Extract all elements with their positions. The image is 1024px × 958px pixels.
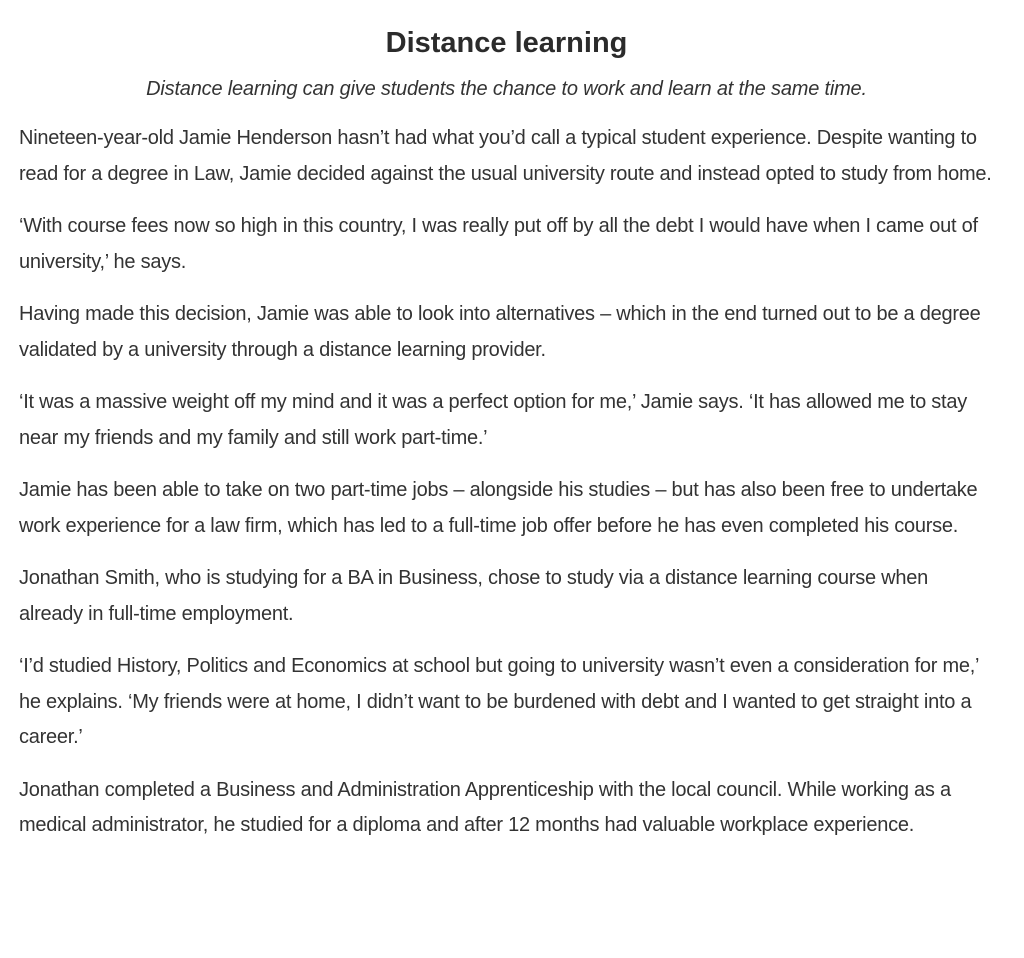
paragraph-2: ‘With course fees now so high in this country, I was really put off by all the debt I would have when I came out of university,’ he says. [19,215,978,273]
paragraph-8: Jonathan completed a Business and Administration Apprenticeship with the local council. While working as a medical administrator, he studied for a diploma and after 12 months had valuable workplace experience. [19,778,951,836]
article-subtitle: Distance learning can give students the chance to work and learn at the same time. [146,78,867,100]
paragraph-7: ‘I’d studied History, Politics and Economics at school but going to university wasn’t even a consideration for me,’ he explains. ‘My friends were at home, I didn’t want to be burdened with debt and I wanted to get straight into a career.’ [19,655,979,748]
paragraph-3: Having made this decision, Jamie was able to look into alternatives – which in the end turned out to be a degree validated by a university through a distance learning provider. [19,303,981,361]
paragraph-1: Nineteen-year-old Jamie Henderson hasn’t had what you’d call a typical student experience. Despite wanting to read for a degree in Law, Jamie decided against the usual university route and instead opted to study from home. [19,127,992,185]
article-title: Distance learning [385,27,628,59]
paragraph-6: Jonathan Smith, who is studying for a BA in Business, chose to study via a distance learning course when already in full-time employment. [19,567,928,625]
paragraph-4: ‘It was a massive weight off my mind and it was a perfect option for me,’ Jamie says. ‘It has allowed me to stay near my friends and my family and still work part-time.’ [19,391,967,449]
paragraph-5: Jamie has been able to take on two part-time jobs – alongside his studies – but has also been free to undertake work experience for a law firm, which has led to a full-time job offer before he has even completed his course. [19,479,978,537]
